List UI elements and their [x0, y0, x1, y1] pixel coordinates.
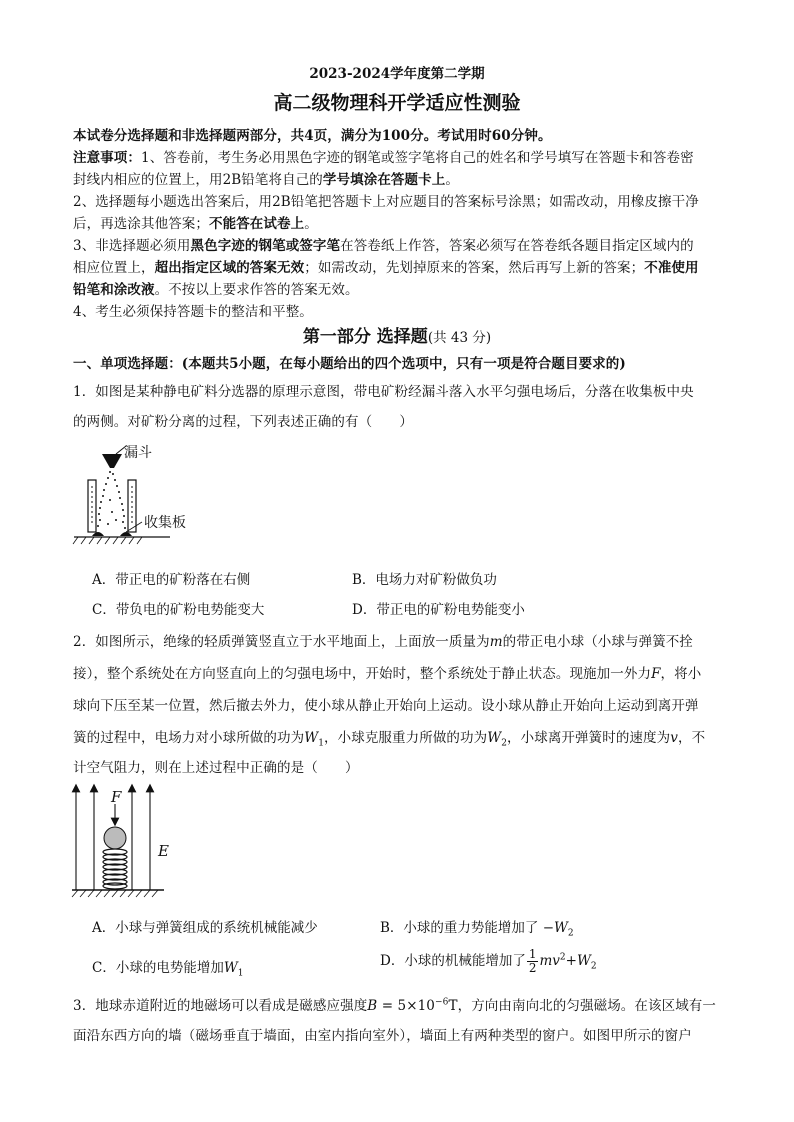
notice-summary: 本试卷分选择题和非选择题两部分，共4页，满分为100分。考试用时60分钟。 [73, 128, 552, 144]
q1-option-b: B．电场力对矿粉做负功 [352, 572, 497, 588]
var-B: B [367, 998, 378, 1014]
q2-stem-line3: 球向下压至某一位置，然后撤去外力，使小球从静止开始向上运动。设小球从静止开始向上运动到离开弹 [73, 698, 699, 714]
q3-exponent: −6 [435, 997, 449, 1008]
term-title: 2023-2024学年度第二学期 [309, 66, 485, 82]
q3-text: 3．地球赤道附近的地磁场可以看成是磁感应强度 [73, 998, 368, 1014]
notice-item1-line1 [73, 146, 694, 166]
notice-text: 后，再选涂其他答案； [73, 216, 209, 232]
funnel-icon [102, 454, 122, 468]
notice-item3-line3 [73, 278, 359, 298]
part1-heading [0, 322, 794, 347]
q2-option-c: C．小球的电势能增加$W_1$ [92, 960, 244, 979]
notice-text: 相应位置上， [73, 260, 155, 276]
q2-var-F: F [651, 666, 661, 682]
q2-var-v: v [670, 730, 678, 746]
q1-option-c: C．带负电的矿粉电势能变大 [92, 602, 265, 618]
plate-label: 收集板 [144, 515, 186, 531]
q1-stem-line2: 的两侧。对矿粉分离的过程，下列表述正确的有（ ） [73, 414, 413, 430]
q2-text: ，小球离开弹簧时的速度为 [507, 730, 671, 746]
section-heading: 一、单项选择题：(本题共5小题，在每小题给出的四个选项中，只有一项是符合题目要求的) [73, 356, 626, 372]
notice-emphasis: 超出指定区域的答案无效 [154, 260, 305, 276]
notice-text: 封线内相应的位置上，用2B铅笔将自己的 [73, 172, 323, 188]
q2-var-W1: W [304, 730, 319, 746]
var-mv: mv [539, 953, 560, 969]
notice-item3-line1 [73, 234, 694, 254]
ore-particles [97, 471, 126, 529]
field-label: E [158, 842, 169, 860]
q2-option-a: A．小球与弹簧组成的系统机械能减少 [92, 920, 318, 936]
frac-num: 1 [528, 947, 537, 961]
q2-option-d: D．小球的机械能增加了 $\frac{1}{2}$ $mv^2+W_2$ [380, 947, 597, 975]
q2-option-b: B．小球的重力势能增加了 $-W_2$ [380, 920, 574, 939]
notice-item3-line2 [73, 256, 699, 276]
q2-text: 2．如图所示，绝缘的轻质弹簧竖直立于水平地面上，上面放一质量为 [73, 634, 490, 650]
q2-stem-line4: 簧的过程中，电场力对小球所做的功为$W_1$，小球克服重力所做的功为$W_2$，小球离开弹簧时的速度为v，不 [73, 730, 706, 749]
notice-text: ；如需改动，先划掉原来的答案，然后再写上新的答案； [304, 260, 645, 276]
q2-stem-line5: 计空气阻力，则在上述过程中正确的是（ ） [73, 760, 359, 776]
q1-option-d: D．带正电的矿粉电势能变小 [352, 602, 525, 618]
q2-text: 的带正电小球（小球与弹簧不拴 [502, 634, 694, 650]
q2-figure [68, 778, 178, 898]
notice-item1-line2 [73, 168, 459, 188]
q2-text: ，小球克服重力所做的功为 [324, 730, 488, 746]
q2-stem-line2 [73, 662, 701, 682]
q3-unit: T [448, 998, 458, 1014]
q2-stem-line1 [73, 630, 693, 650]
notice-emphasis: 不准使用 [644, 260, 699, 276]
notice-emphasis: 黑色字迹的钢笔或签字笔 [190, 238, 341, 254]
notice-text: 。 [445, 172, 459, 188]
notice-text: 在答卷纸上作答，答案必须写在答卷纸各题目指定区域内的 [340, 238, 694, 254]
frac-den: 2 [528, 961, 537, 975]
notice-item2-line1: 2、选择题每小题选出答案后，用2B铅笔把答题卡上对应题目的答案标号涂黑；如需改动，用橡皮擦干净 [73, 194, 699, 210]
notice-text: 1、答卷前，考生务必用黑色字迹的钢笔或签字笔将自己的姓名和学号填写在答题卡和答卷密 [141, 150, 694, 166]
plus-sign: + [565, 953, 577, 969]
q1-option-a: A．带正电的矿粉落在右侧 [92, 572, 251, 588]
q2-text: ，不 [677, 730, 706, 746]
option-text: D．小球的机械能增加了 [380, 953, 526, 969]
q1-stem-line1: 1．如图是某种静电矿料分选器的原理示意图，带电矿粉经漏斗落入水平匀强电场后，分落在收集板中央 [73, 384, 694, 400]
notice-emphasis: 铅笔和涂改液 [73, 282, 155, 298]
notice-emphasis: 不能答在试卷上 [209, 216, 305, 232]
part1-title: 第一部分 选择题 [302, 327, 428, 347]
notice-emphasis: 学号填涂在答题卡上 [322, 172, 446, 188]
var-W1: W [223, 960, 238, 976]
q2-var-m: m [489, 634, 503, 650]
force-label: F [111, 788, 122, 806]
q3-stem-line1 [73, 994, 716, 1014]
q3-equation: = 5×10 [377, 998, 436, 1014]
fraction-half [527, 948, 539, 975]
funnel-label: 漏斗 [124, 445, 152, 461]
notice-item4: 4、考生必须保持答题卡的整洁和平整。 [73, 304, 313, 320]
q2-text: 接），整个系统处在方向竖直向上的匀强电场中，开始时，整个系统处于静止状态。现施加一外力 [73, 666, 652, 682]
exam-title: 高二级物理科开学适应性测验 [273, 92, 521, 114]
var-W2: W [554, 920, 568, 936]
q3-text: ，方向由南向北的匀强磁场。在该区域有一 [457, 998, 716, 1014]
spring [103, 849, 127, 889]
ball [104, 827, 126, 849]
part1-score: (共 43 分) [427, 330, 492, 346]
option-text: B．小球的重力势能增加了 − [380, 920, 555, 936]
option-text: C．小球的电势能增加 [92, 960, 224, 976]
q2-text: ，将小 [660, 666, 702, 682]
q3-stem-line2: 面沿东西方向的墙（磁场垂直于墙面，由室内指向室外），墙面上有两种类型的窗户。如图甲所示的窗户 [73, 1028, 692, 1044]
notice-text: 。不按以上要求作答的答案无效。 [154, 282, 359, 298]
q2-var-W2: W [487, 730, 502, 746]
var-W2: W [576, 953, 591, 969]
notice-item2-line2 [73, 212, 318, 232]
notice-label: 注意事项： [73, 150, 141, 166]
notice-text: 。 [304, 216, 318, 232]
q2-text: 簧的过程中，电场力对小球所做的功为 [73, 730, 305, 746]
notice-text: 3、非选择题必须用 [73, 238, 191, 254]
